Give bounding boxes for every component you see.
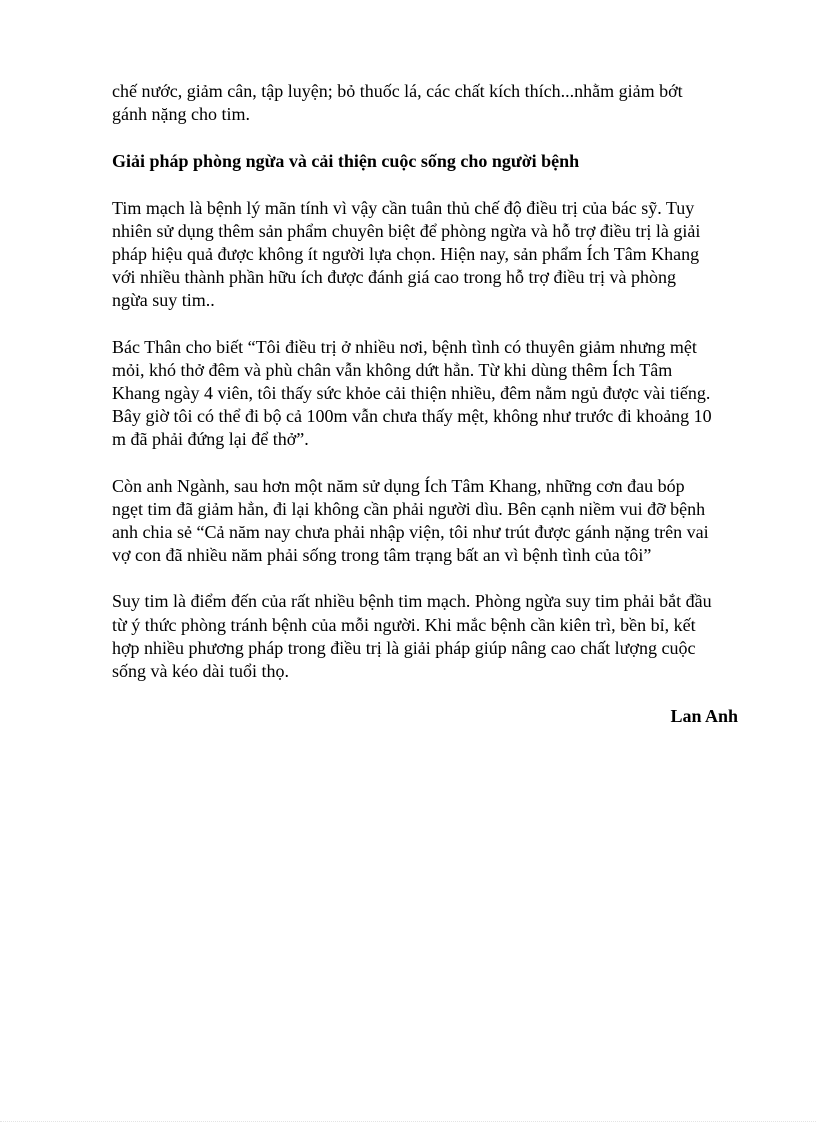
paragraph-testimonial-nganh [112,475,742,568]
paragraph-conclusion [112,590,742,683]
text-line: anh chia sẻ “Cả năm nay chưa phải nhập viện, tôi như trút được gánh nặng trên vai [112,522,709,543]
text-line: Bây giờ tôi có thể đi bộ cả 100m vẫn chưa thấy mệt, không như trước đi khoảng 10 [112,406,712,427]
paragraph-treatment [112,197,742,313]
text-line: nhiên sử dụng thêm sản phẩm chuyên biệt để phòng ngừa và hỗ trợ điều trị là giải [112,220,701,241]
text-line: Còn anh Ngành, sau hơn một năm sử dụng Ích Tâm Khang, những cơn đau bóp [112,475,685,496]
text-line: mỏi, khó thở đêm và phù chân vẫn không dứt hẳn. Từ khi dùng thêm Ích Tâm [112,359,673,380]
text-line: Suy tim là điểm đến của rất nhiều bệnh tim mạch. Phòng ngừa suy tim phải bắt đầu [112,591,712,612]
paragraph-testimonial-than [112,336,742,452]
text-line: từ ý thức phòng tránh bệnh của mỗi người. Khi mắc bệnh cần kiên trì, bền bỉ, kết [112,614,696,635]
page-divider [0,1121,816,1122]
text-line: ngừa suy tim.. [112,290,215,311]
text-line: m đã phải đứng lại để thở”. [112,429,309,450]
text-line: pháp hiệu quả được không ít người lựa chọn. Hiện nay, sản phẩm Ích Tâm Khang [112,244,700,265]
author-signature: Lan Anh [670,706,738,727]
text-line: gánh nặng cho tim. [112,104,250,125]
text-line: sống và kéo dài tuổi thọ. [112,661,289,682]
text-line: ngẹt tim đã giảm hẳn, đi lại không cần phải người dìu. Bên cạnh niềm vui đỡ bệnh [112,498,706,519]
document-page [112,80,742,746]
text-line: chế nước, giảm cân, tập luyện; bỏ thuốc lá, các chất kích thích...nhằm giảm bớt [112,81,683,101]
intro-paragraph [112,80,742,126]
text-line: với nhiều thành phần hữu ích được đánh giá cao trong hỗ trợ điều trị và phòng [112,267,676,288]
text-line: vợ con đã nhiều năm phải sống trong tâm trạng bất an vì bệnh tình của tôi” [112,545,652,566]
text-line: Bác Thân cho biết “Tôi điều trị ở nhiều nơi, bệnh tình có thuyên giảm nhưng mệt [112,336,697,357]
text-line: Tim mạch là bệnh lý mãn tính vì vậy cần tuân thủ chế độ điều trị của bác sỹ. Tuy [112,197,695,218]
section-heading: Giải pháp phòng ngừa và cải thiện cuộc sống cho người bệnh [112,151,580,172]
text-line: hợp nhiều phương pháp trong điều trị là giải pháp giúp nâng cao chất lượng cuộc [112,637,696,658]
text-line: Khang ngày 4 viên, tôi thấy sức khỏe cải thiện nhiều, đêm nằm ngủ được vài tiếng. [112,383,711,404]
